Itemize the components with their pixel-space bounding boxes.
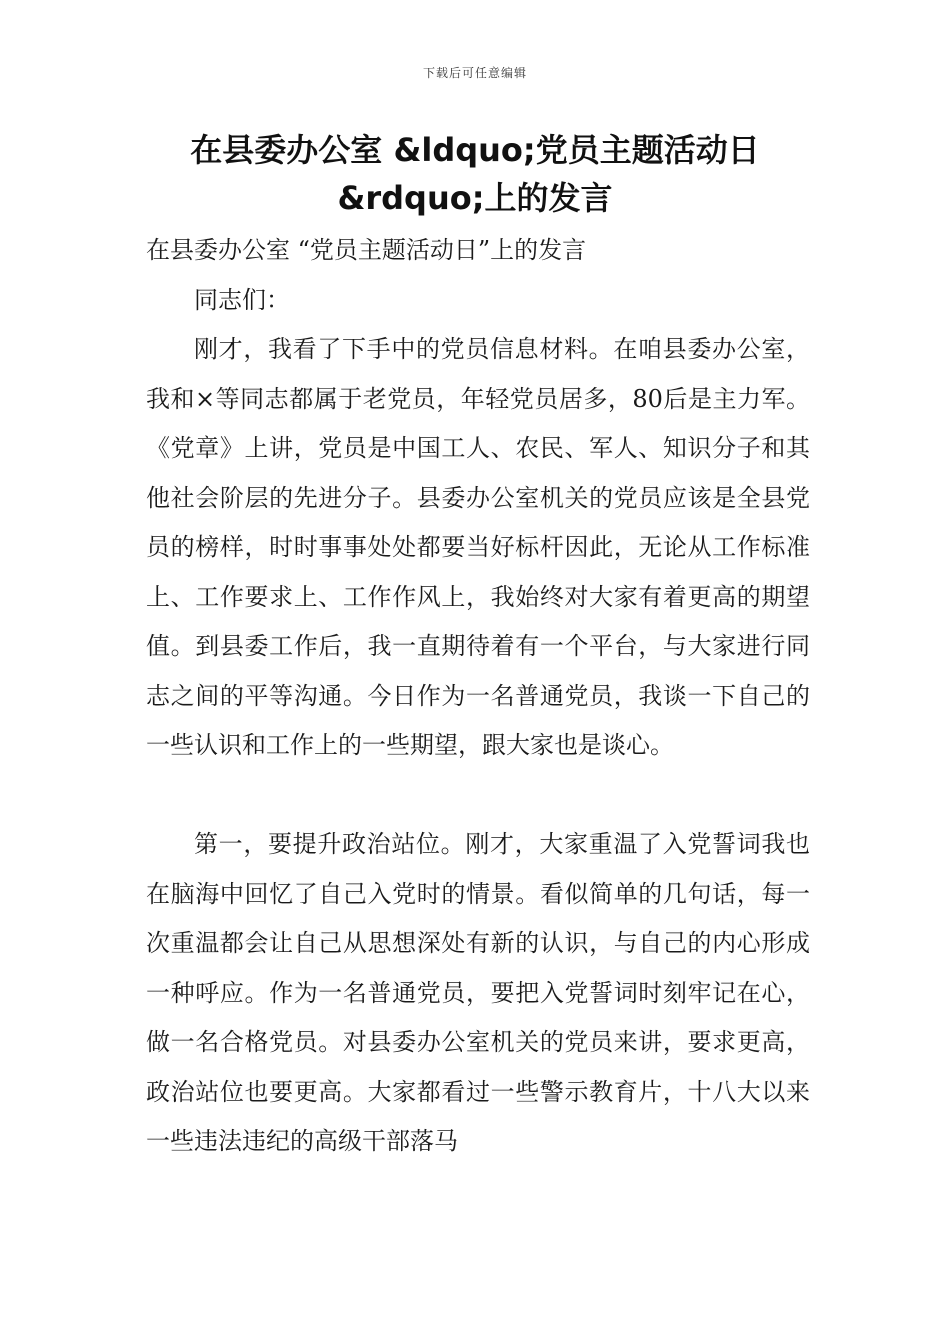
document-title: 在县委办公室 &ldquo;党员主题活动日&rdquo;上的发言	[190, 131, 760, 217]
document-body	[146, 226, 810, 1167]
paragraph-2: 第一，要提升政治站位。刚才，大家重温了入党誓词我也在脑海中回忆了自己入党时的情景。看似简单的几句话，每一次重温都会让自己从思想深处有新的认识，与自己的内心形成一种呼应。作为一名普通党员，要把入党誓词时刻牢记在心，做一名合格党员。对县委办公室机关的党员来讲，要求更高，政治站位也要更高。大家都看过一些警示教育片，十八大以来一些违法违纪的高级干部落马	[146, 830, 810, 1155]
paragraph-1: 刚才，我看了下手中的党员信息材料。在咱县委办公室，我和×等同志都属于老党员，年轻党员居多，80后是主力军。《党章》上讲，党员是中国工人、农民、军人、知识分子和其他社会阶层的先进分子。县委办公室机关的党员应该是全县党员的榜样，时时事事处处都要当好标杆因此，无论从工作标准上、工作要求上、工作作风上，我始终对大家有着更高的期望值。到县委工作后，我一直期待着有一个平台，与大家进行同志之间的平等沟通。今日作为一名普通党员，我谈一下自己的一些认识和工作上的一些期望，跟大家也是谈心。	[146, 335, 810, 759]
page-header-note: 下载后可任意编辑	[422, 66, 527, 80]
document-subtitle: 在县委办公室 “党员主题活动日”上的发言	[146, 236, 587, 264]
salutation: 同志们：	[194, 285, 290, 314]
